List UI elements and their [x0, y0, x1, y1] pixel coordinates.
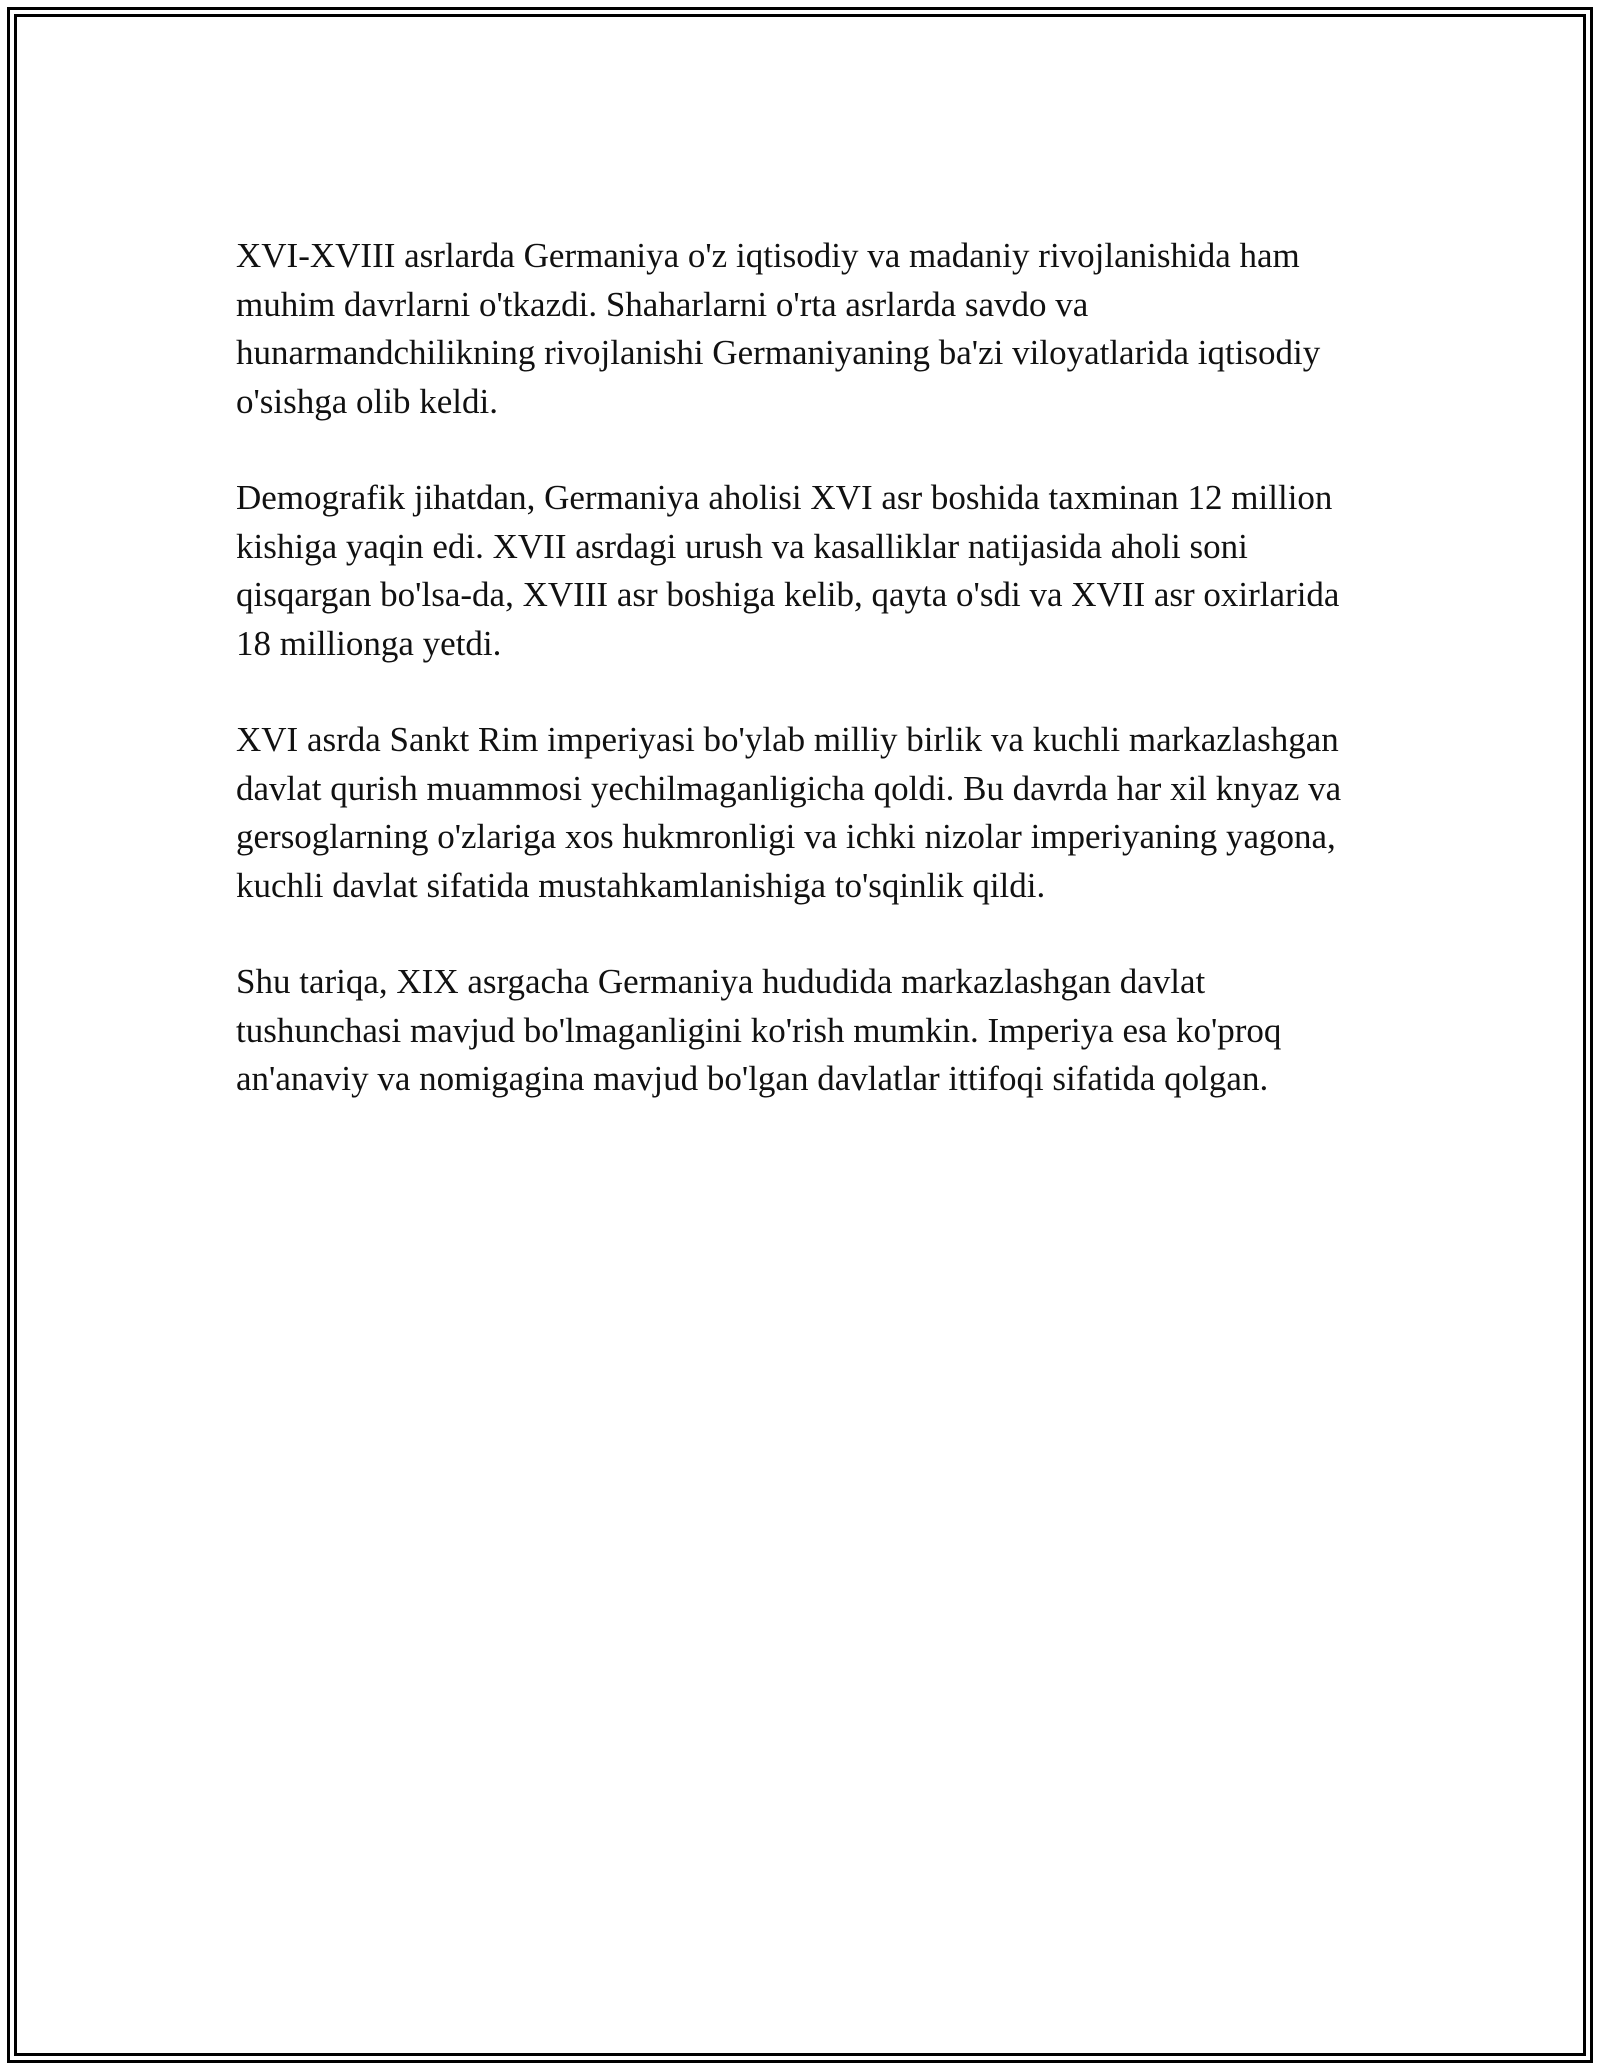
paragraph-economy: XVI-XVIII asrlarda Germaniya o'z iqtisodiy va madaniy rivojlanishida ham muhim davrlarni o'tkazdi. Shaharlarni o'rta asrlarda savdo va hunarmandchilikning rivojlanishi Germaniyaning ba'zi viloyatlarida iqtisodiy o'sishga olib keldi.: [236, 236, 1321, 421]
paragraph-political-unity: XVI asrda Sankt Rim imperiyasi bo'ylab milliy birlik va kuchli markazlashgan davlat qurish muammosi yechilmaganligicha qoldi. Bu davrda har xil knyaz va gersoglarning o'zlariga xos hukmronligi va ichki nizolar imperiyaning yagona, kuchli davlat sifatida mustahkamlanishiga to'sqinlik qildi.: [236, 720, 1342, 905]
paragraph-conclusion: Shu tariqa, XIX asrgacha Germaniya hududida markazlashgan davlat tushunchasi mavjud bo'lmaganligini ko'rish mumkin. Imperiya esa ko'proq an'anaviy va nomigagina mavjud bo'lgan davlatlar ittifoqi sifatida qolgan.: [236, 962, 1282, 1098]
paragraph-demography: Demografik jihatdan, Germaniya aholisi XVI asr boshida taxminan 12 million kishiga yaqin edi. XVII asrdagi urush va kasalliklar natijasida aholi soni qisqargan bo'lsa-da, XVIII asr boshiga kelib, qayta o'sdi va XVII asr oxirlarida 18 millionga yetdi.: [236, 478, 1340, 663]
document-body: [236, 232, 1366, 1152]
